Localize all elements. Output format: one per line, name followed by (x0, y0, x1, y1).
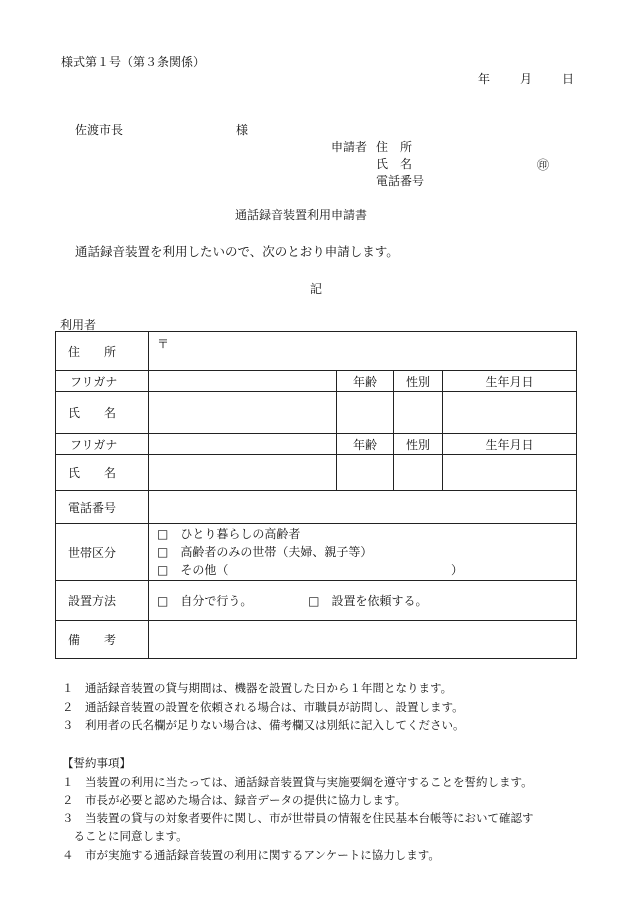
remarks-label: 備 考 (56, 621, 149, 659)
seal-mark: ㊞ (537, 158, 550, 172)
age-field-2[interactable] (337, 455, 394, 491)
age-header-1: 年齢 (337, 371, 394, 392)
pledge-item-4: ４ 市が実施する通話録音装置の利用に関するアンケートに協力します。 (62, 848, 440, 862)
form-number: 様式第１号（第３条関係） (61, 55, 206, 69)
other-close-paren: ） (451, 563, 464, 577)
household-option-other[interactable]: □ その他（ ） (157, 563, 464, 577)
furigana-field-2[interactable] (149, 434, 337, 455)
install-option-request[interactable]: □ 設置を依頼する。 (308, 594, 428, 608)
age-header-2: 年齢 (337, 434, 394, 455)
address-label: 住 所 (56, 332, 149, 371)
gender-header-1: 性別 (394, 371, 443, 392)
birthdate-field-2[interactable] (443, 455, 577, 491)
pledge-item-3: ３ 当装置の貸与の対象者要件に関し、市が世帯員の情報を住民基本台帳等において確認す (62, 811, 534, 825)
note-3: ３ 利用者の氏名欄が足りない場合は、備考欄又は別紙に記入してください。 (62, 718, 465, 732)
pledge-heading: 【誓約事項】 (62, 756, 131, 770)
install-label: 設置方法 (56, 581, 149, 621)
pledge-item-3-cont: ることに同意します。 (62, 829, 188, 843)
applicant-phone-label: 電話番号 (376, 174, 425, 188)
applicant-label: 申請者 (331, 140, 368, 154)
phone-label: 電話番号 (56, 491, 149, 524)
name-label-1: 氏 名 (56, 392, 149, 434)
birthdate-field-1[interactable] (443, 392, 577, 434)
phone-field[interactable] (149, 491, 577, 524)
birthdate-header-1: 生年月日 (443, 371, 577, 392)
furigana-label-1: フリガナ (56, 371, 149, 392)
name-label-2: 氏 名 (56, 455, 149, 491)
gender-header-2: 性別 (394, 434, 443, 455)
applicant-name-label: 氏 名 (376, 157, 413, 171)
date-month: 月 (520, 72, 533, 86)
remarks-field[interactable] (149, 621, 577, 659)
install-option-self[interactable]: □ 自分で行う。 (157, 594, 253, 608)
gender-field-2[interactable] (394, 455, 443, 491)
addressee-honorific: 様 (236, 123, 249, 137)
birthdate-header-2: 生年月日 (443, 434, 577, 455)
date-day: 日 (562, 72, 575, 86)
pledge-item-1: １ 当装置の利用に当たっては、通話録音装置貸与実施要綱を遵守することを誓約します。 (62, 775, 533, 789)
household-option-alone[interactable]: □ ひとり暮らしの高齢者 (157, 527, 301, 541)
age-field-1[interactable] (337, 392, 394, 434)
applicant-address-label: 住 所 (376, 140, 413, 154)
install-options (149, 581, 577, 621)
intro-text: 通話録音装置を利用したいので、次のとおり申請します。 (75, 244, 399, 259)
household-option-elderly-only[interactable]: □ 高齢者のみの世帯（夫婦、親子等） (157, 545, 373, 559)
pledge-item-2: ２ 市長が必要と認めた場合は、録音データの提供に協力します。 (62, 793, 407, 807)
application-table (55, 331, 577, 659)
date-year: 年 (478, 72, 491, 86)
ki-heading: 記 (310, 282, 323, 296)
user-section-label: 利用者 (60, 318, 97, 332)
name-field-2[interactable] (149, 455, 337, 491)
addressee-name: 佐渡市長 (75, 123, 124, 137)
furigana-label-2: フリガナ (56, 434, 149, 455)
name-field-1[interactable] (149, 392, 337, 434)
date-line (478, 70, 574, 87)
furigana-field-1[interactable] (149, 371, 337, 392)
note-1: １ 通話録音装置の貸与期間は、機器を設置した日から１年間となります。 (62, 681, 453, 695)
household-options (149, 524, 577, 581)
address-field[interactable] (149, 332, 577, 371)
document-title: 通話録音装置利用申請書 (235, 208, 368, 222)
note-2: ２ 通話録音装置の設置を依頼される場合は、市職員が訪問し、設置します。 (62, 700, 464, 714)
postal-mark: 〒 (157, 337, 170, 351)
gender-field-1[interactable] (394, 392, 443, 434)
household-label: 世帯区分 (56, 524, 149, 581)
